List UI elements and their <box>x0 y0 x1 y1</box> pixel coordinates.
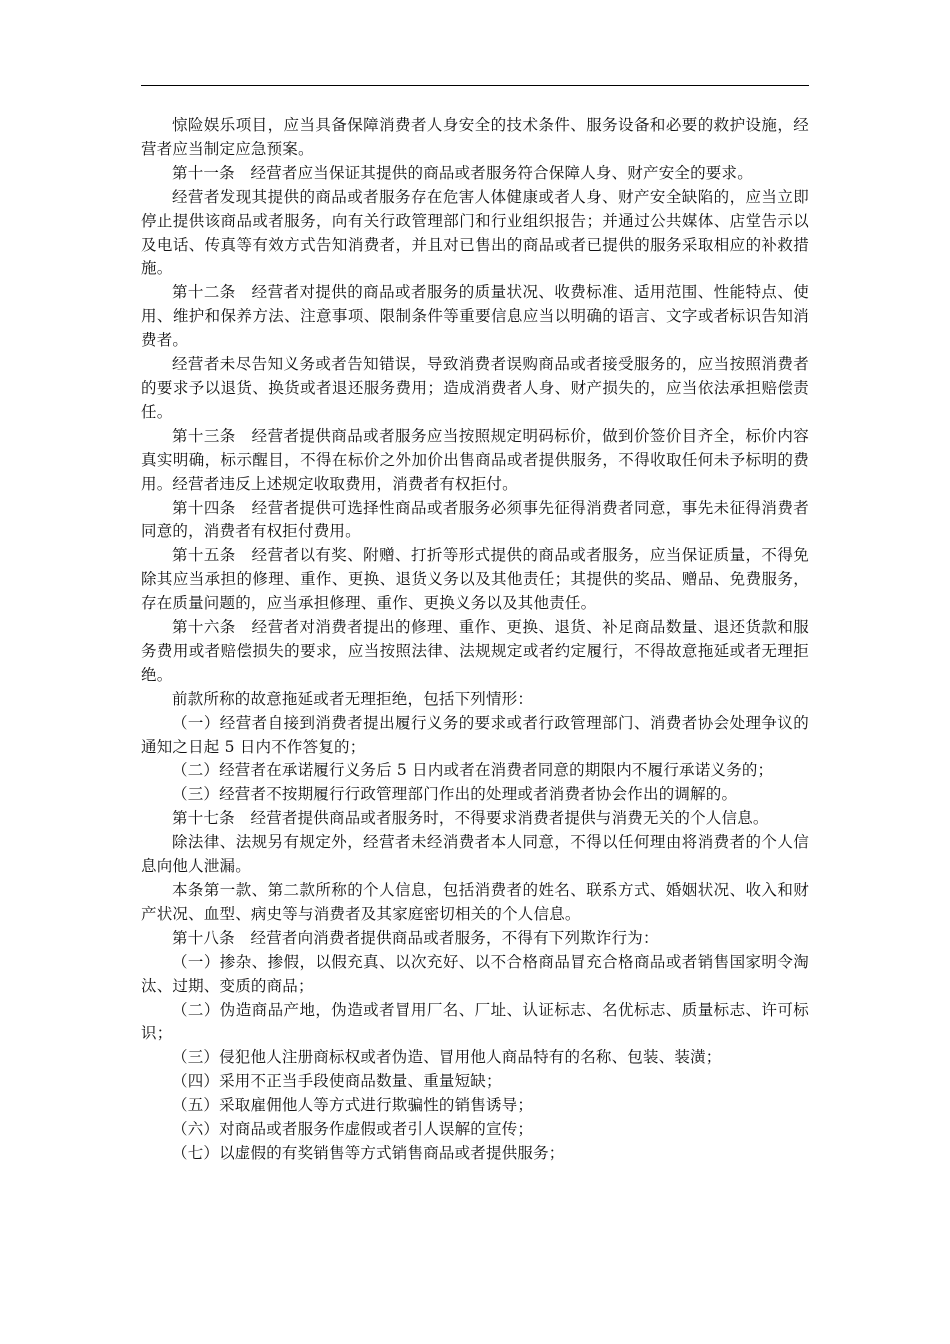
list-item: （六）对商品或者服务作虚假或者引人误解的宣传； <box>172 1120 534 1139</box>
paragraph: 惊险娱乐项目，应当具备保障消费者人身安全的技术条件、服务设备和必要的救护设施，经营者应当制定应急预案。 <box>141 116 809 158</box>
article-14: 第十四条 经营者提供可选择性商品或者服务必须事先征得消费者同意，事先未征得消费者同意的，消费者有权拒付费用。 <box>141 498 809 541</box>
article-17: 第十七条 经营者提供商品或者服务时，不得要求消费者提供与消费无关的个人信息。 <box>172 809 769 828</box>
list-item: （五）采取雇佣他人等方式进行欺骗性的销售诱导； <box>172 1096 534 1115</box>
article-16: 第十六条 经营者对消费者提出的修理、重作、更换、退货、补足商品数量、退还货款和服务费用或者赔偿损失的要求，应当按照法律、法规规定或者约定履行，不得故意拖延或者无理拒绝。 <box>141 618 809 684</box>
list-item: （一）掺杂、掺假，以假充真、以次充好、以不合格商品冒充合格商品或者销售国家明令淘汰、过期、变质的商品； <box>141 952 809 995</box>
document-body <box>141 114 809 1166</box>
list-item: （三）经营者不按期履行行政管理部门作出的处理或者消费者协会作出的调解的。 <box>172 785 738 804</box>
header-rule <box>141 85 809 86</box>
article-13: 第十三条 经营者提供商品或者服务应当按照规定明码标价，做到价签价目齐全，标价内容真实明确，标示醒目，不得在标价之外加价出售商品或者提供服务，不得收取任何未予标明的费用。经营者违反上述规定收取费用，消费者有权拒付。 <box>141 426 809 493</box>
paragraph: 前款所称的故意拖延或者无理拒绝，包括下列情形： <box>172 689 534 708</box>
list-item: （二）经营者在承诺履行义务后 5 日内或者在消费者同意的期限内不履行承诺义务的； <box>172 761 774 780</box>
paragraph: 经营者发现其提供的商品或者服务存在危害人体健康或者人身、财产安全缺陷的，应当立即停止提供该商品或者服务，向有关行政管理部门和行业组织报告；并通过公共媒体、店堂告示以及电话、传真等有效方式告知消费者，并且对已售出的商品或者已提供的服务采取相应的补救措施。 <box>141 187 809 278</box>
paragraph: 经营者未尽告知义务或者告知错误，导致消费者误购商品或者接受服务的，应当按照消费者的要求予以退货、换货或者退还服务费用；造成消费者人身、财产损失的，应当依法承担赔偿责任。 <box>141 355 809 421</box>
paragraph: 除法律、法规另有规定外，经营者未经消费者本人同意，不得以任何理由将消费者的个人信息向他人泄漏。 <box>141 833 809 876</box>
list-item: （七）以虚假的有奖销售等方式销售商品或者提供服务； <box>172 1143 565 1162</box>
paragraph: 本条第一款、第二款所称的个人信息，包括消费者的姓名、联系方式、婚姻状况、收入和财产状况、血型、病史等与消费者及其家庭密切相关的个人信息。 <box>141 881 809 923</box>
list-item: （二）伪造商品产地，伪造或者冒用厂名、厂址、认证标志、名优标志、质量标志、许可标识； <box>141 1000 809 1043</box>
list-item: （四）采用不正当手段使商品数量、重量短缺； <box>172 1072 502 1091</box>
article-12: 第十二条 经营者对提供的商品或者服务的质量状况、收费标准、适用范围、性能特点、使用、维护和保养方法、注意事项、限制条件等重要信息应当以明确的语言、文字或者标识告知消费者。 <box>141 283 809 350</box>
article-11: 第十一条 经营者应当保证其提供的商品或者服务符合保障人身、财产安全的要求。 <box>172 163 753 182</box>
article-18: 第十八条 经营者向消费者提供商品或者服务，不得有下列欺诈行为： <box>172 928 659 947</box>
list-item: （三）侵犯他人注册商标权或者伪造、冒用他人商品特有的名称、包装、装潢； <box>172 1048 722 1067</box>
article-15: 第十五条 经营者以有奖、附赠、打折等形式提供的商品或者服务，应当保证质量，不得免除其应当承担的修理、重作、更换、退货义务以及其他责任；其提供的奖品、赠品、免费服务，存在质量问题的，应当承担修理、重作、更换义务以及其他责任。 <box>141 546 809 613</box>
list-item: （一）经营者自接到消费者提出履行义务的要求或者行政管理部门、消费者协会处理争议的通知之日起 5 日内不作答复的； <box>141 713 809 756</box>
